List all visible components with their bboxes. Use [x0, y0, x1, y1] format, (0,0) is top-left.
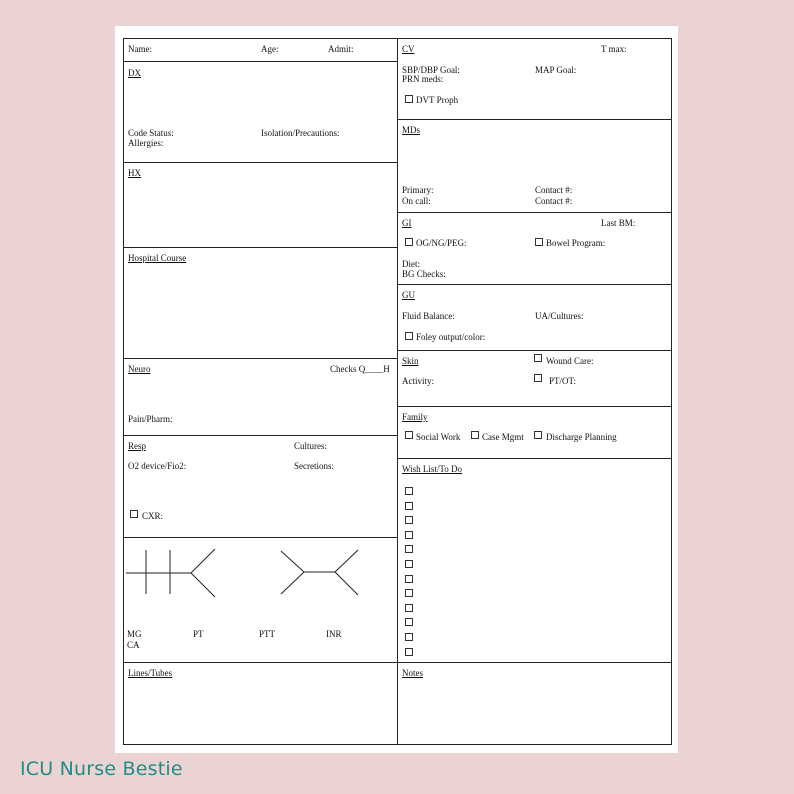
on-call-label: On call:	[402, 196, 431, 206]
mg-label: MG	[127, 629, 142, 639]
mds-section	[398, 120, 671, 213]
dx-title: DX	[128, 68, 141, 78]
lines-tubes-section	[124, 663, 397, 746]
gu-title: GU	[402, 290, 415, 300]
brand-logo-text: ICU Nurse Bestie	[20, 758, 183, 780]
resp-section	[124, 436, 397, 538]
wish-list-checkbox[interactable]	[405, 618, 413, 626]
discharge-planning-checkbox[interactable]	[534, 431, 542, 439]
cbc-fishbone-lower-left	[281, 572, 304, 594]
neuro-title: Neuro	[128, 364, 151, 374]
notes-title: Notes	[402, 668, 423, 678]
o2-device-label: O2 device/Fio2:	[128, 461, 187, 471]
secretions-label: Secretions:	[294, 461, 334, 471]
lab-fishbone-diagrams	[124, 538, 397, 618]
name-label: Name:	[128, 44, 152, 54]
bowel-program-label: Bowel Program:	[546, 238, 606, 248]
discharge-planning-label: Discharge Planning	[546, 432, 617, 442]
wish-list-checkbox[interactable]	[405, 575, 413, 583]
wish-list-checkbox[interactable]	[405, 531, 413, 539]
age-label: Age:	[261, 44, 279, 54]
patient-header-section	[124, 39, 397, 62]
foley-label: Foley output/color:	[416, 332, 486, 342]
sbp-goal-label: SBP/DBP Goal:	[402, 65, 460, 75]
hx-title: HX	[128, 168, 141, 178]
admit-label: Admit:	[328, 44, 354, 54]
neuro-section	[124, 359, 397, 436]
cbc-fishbone-upper-left	[281, 551, 304, 572]
wish-list-checkbox[interactable]	[405, 502, 413, 510]
wound-care-checkbox[interactable]	[534, 354, 542, 362]
ptt-label: PTT	[259, 629, 276, 639]
map-goal-label: MAP Goal:	[535, 65, 577, 75]
hospital-course-section	[124, 248, 397, 359]
labs-section	[124, 538, 397, 663]
wish-list-checkbox[interactable]	[405, 545, 413, 553]
cbc-fishbone-lower-right	[335, 572, 358, 595]
bowel-program-checkbox[interactable]	[535, 238, 543, 246]
wish-list-checkbox[interactable]	[405, 648, 413, 656]
pain-pharm-label: Pain/Pharm:	[128, 414, 173, 424]
bg-checks-label: BG Checks:	[402, 269, 446, 279]
case-mgmt-label: Case Mgmt	[482, 432, 524, 442]
cultures-label: Cultures:	[294, 441, 327, 451]
wish-list-checkbox[interactable]	[405, 633, 413, 641]
lines-tubes-title: Lines/Tubes	[128, 668, 173, 678]
skin-title: Skin	[402, 356, 419, 366]
bmp-fishbone-upper-branch	[191, 549, 215, 573]
ua-cultures-label: UA/Cultures:	[535, 311, 584, 321]
resp-title: Resp	[128, 441, 146, 451]
wish-list-checkbox[interactable]	[405, 560, 413, 568]
report-sheet	[115, 26, 678, 753]
code-status-label: Code Status:	[128, 128, 174, 138]
cbc-fishbone-upper-right	[335, 550, 358, 572]
social-work-checkbox[interactable]	[405, 431, 413, 439]
gu-section	[398, 285, 671, 351]
contact-2-label: Contact #:	[535, 196, 573, 206]
notes-section	[398, 663, 671, 746]
contact-1-label: Contact #:	[535, 185, 573, 195]
ca-label: CA	[127, 640, 140, 650]
family-section	[398, 407, 671, 459]
tmax-label: T max:	[601, 44, 627, 54]
social-work-label: Social Work	[416, 432, 461, 442]
mds-title: MDs	[402, 125, 421, 135]
wish-list-checkbox[interactable]	[405, 589, 413, 597]
left-column	[123, 38, 398, 745]
checks-label: Checks Q____H	[330, 364, 390, 374]
pt-ot-label: PT/OT:	[549, 376, 577, 386]
wish-list-title: Wish List/To Do	[402, 464, 463, 474]
prn-meds-label: PRN meds:	[402, 74, 444, 84]
cv-section	[398, 39, 671, 120]
case-mgmt-checkbox[interactable]	[471, 431, 479, 439]
cv-title: CV	[402, 44, 415, 54]
wish-list-checkbox[interactable]	[405, 487, 413, 495]
wish-list-checkbox[interactable]	[405, 604, 413, 612]
cxr-label: CXR:	[142, 511, 164, 521]
gi-section	[398, 213, 671, 285]
allergies-label: Allergies:	[128, 138, 164, 148]
pt-ot-checkbox[interactable]	[534, 374, 542, 382]
wound-care-label: Wound Care:	[546, 356, 594, 366]
family-title: Family	[402, 412, 428, 422]
fluid-balance-label: Fluid Balance:	[402, 311, 455, 321]
dvt-label: DVT Proph	[416, 95, 459, 105]
diet-label: Diet:	[402, 259, 420, 269]
isolation-label: Isolation/Precautions:	[261, 128, 340, 138]
wish-list-checkbox[interactable]	[405, 516, 413, 524]
cxr-checkbox[interactable]	[130, 510, 138, 518]
dvt-checkbox[interactable]	[405, 95, 413, 103]
inr-label: INR	[326, 629, 342, 639]
og-ng-peg-label: OG/NG/PEG:	[416, 238, 467, 248]
hospital-course-title: Hospital Course	[128, 253, 187, 263]
right-column	[397, 38, 672, 745]
pt-label: PT	[193, 629, 204, 639]
bmp-fishbone-lower-branch	[191, 573, 215, 597]
wish-list-section	[398, 459, 671, 663]
hx-section	[124, 163, 397, 248]
dx-section	[124, 62, 397, 163]
last-bm-label: Last BM:	[601, 218, 636, 228]
activity-label: Activity:	[402, 376, 434, 386]
foley-checkbox[interactable]	[405, 332, 413, 340]
primary-label: Primary:	[402, 185, 434, 195]
gi-title: GI	[402, 218, 412, 228]
skin-section	[398, 351, 671, 407]
og-ng-peg-checkbox[interactable]	[405, 238, 413, 246]
